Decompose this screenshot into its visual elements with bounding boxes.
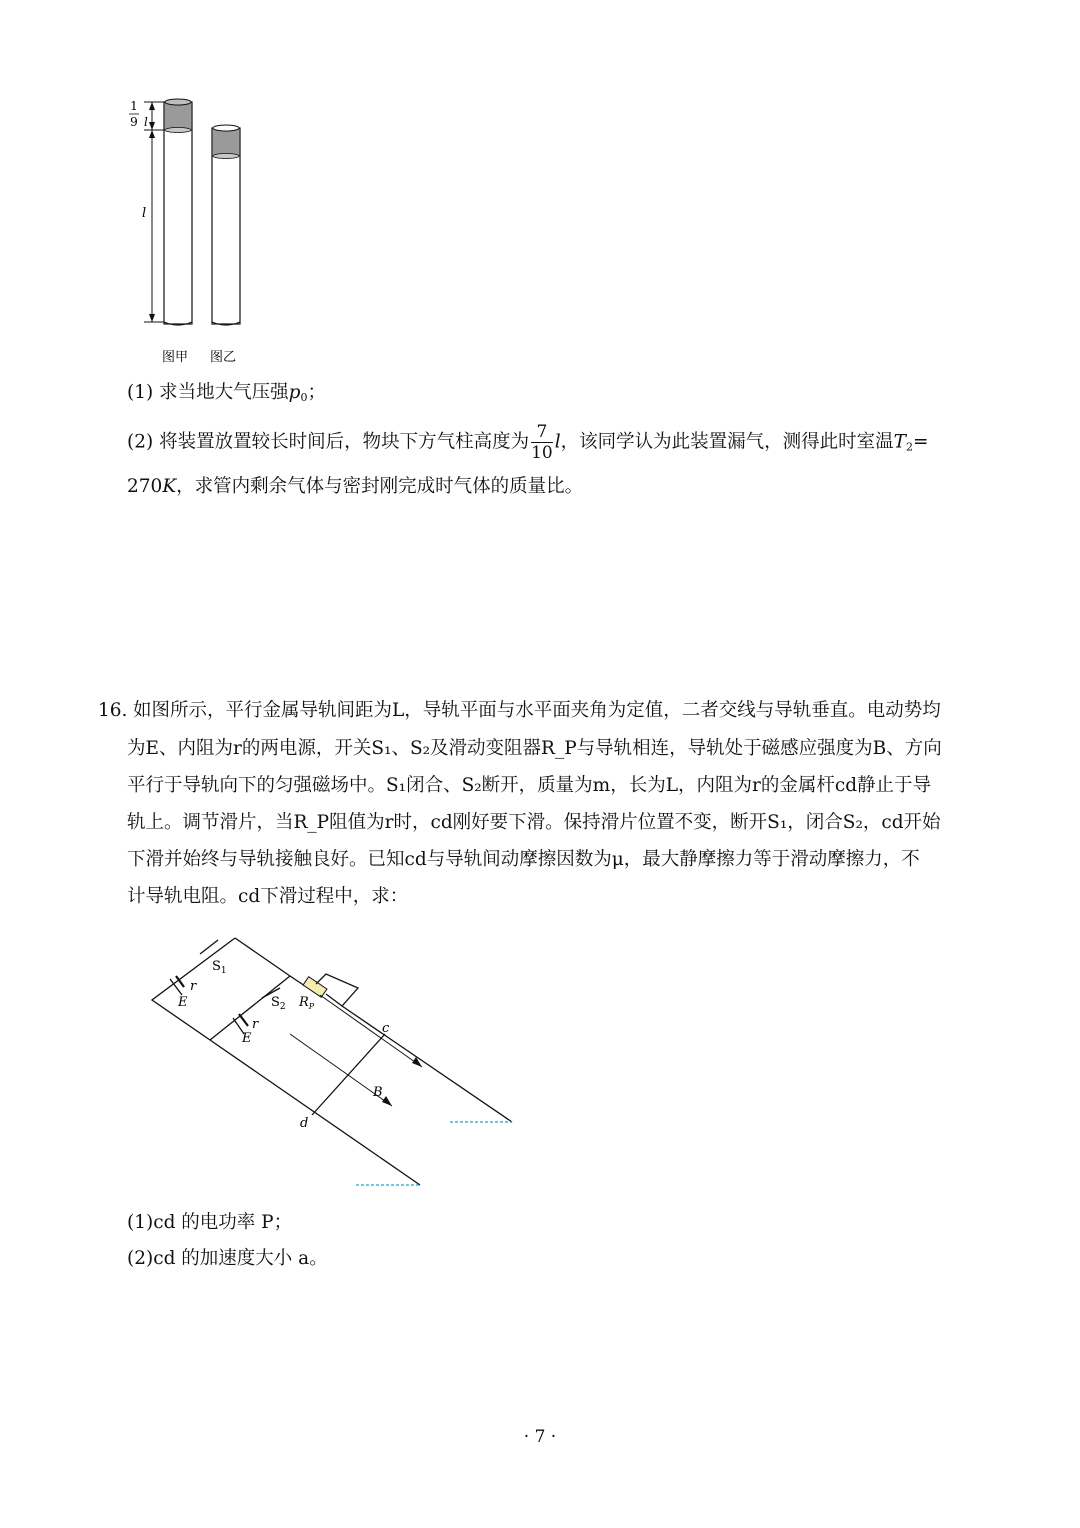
label-d: d [300,1116,309,1131]
q16-line-1: 如图所示，平行金属导轨间距为L，导轨平面与水平面夹角为定值，二者交线与导轨垂直。电动势均 [133,700,941,721]
q15-part1: (1) 求当地大气压强$p_0$； [127,382,326,404]
q15-part2-line2: 270K，求管内剩余气体与密封刚完成时气体的质量比。 [127,476,584,497]
caption-right: 图乙 [210,350,237,365]
q16-sub2: (2)cd 的加速度大小 a。 [127,1248,328,1269]
label-E2: E [242,1031,252,1046]
label-r1: r [190,979,197,994]
label-c: c [382,1021,390,1036]
q16-line-4: 轨上。调节滑片，当R_P阻值为r时，cd刚好要下滑。保持滑片位置不变，断开S₁，闭合S₂，cd开始 [127,812,941,833]
tube-figure [120,90,270,370]
dim-frac-num: 1 [130,99,138,113]
label-B: B [373,1085,383,1100]
dim-frac-var: l [144,115,148,129]
label-S1: $S_1$ [212,959,227,976]
q15-part2-line1: (2) 将装置放置较长时间后，物块下方气柱高度为 $\frac{7}{10}$ l，该同学认为此装置漏气，测得此时室温$T_2=$ [127,422,929,463]
fraction-7-10: $\frac{7}{10}$ [531,422,553,463]
caption-left: 图甲 [162,350,189,365]
q16-line-5: 下滑并始终与导轨接触良好。已知cd与导轨间动摩擦因数为μ，最大静摩擦力等于滑动摩擦力，不 [127,849,920,870]
circuit-figure [140,930,540,1195]
q16-number: 16. [98,700,128,721]
q16-sub1: (1)cd 的电功率 P； [127,1212,293,1233]
dim-frac-den: 9 [130,115,138,129]
q16-line-2: 为E、内阻为r的两电源，开关S₁、S₂及滑动变阻器R_P与导轨相连，导轨处于磁感应强度为B、方向 [127,738,942,759]
label-E1: E [178,995,188,1010]
label-r2: r [252,1017,259,1032]
page-number: · 7 · [523,1427,557,1447]
label-S2: $S_2$ [271,995,286,1012]
q16-line-3: 平行于导轨向下的匀强磁场中。S₁闭合、S₂断开，质量为m，长为L，内阻为r的金属杆cd静止于导 [127,775,932,796]
dim-length-label: l [142,206,147,221]
q16-line-6: 计导轨电阻。cd下滑过程中，求： [127,886,409,907]
label-RP: $R_P$ [299,995,315,1011]
